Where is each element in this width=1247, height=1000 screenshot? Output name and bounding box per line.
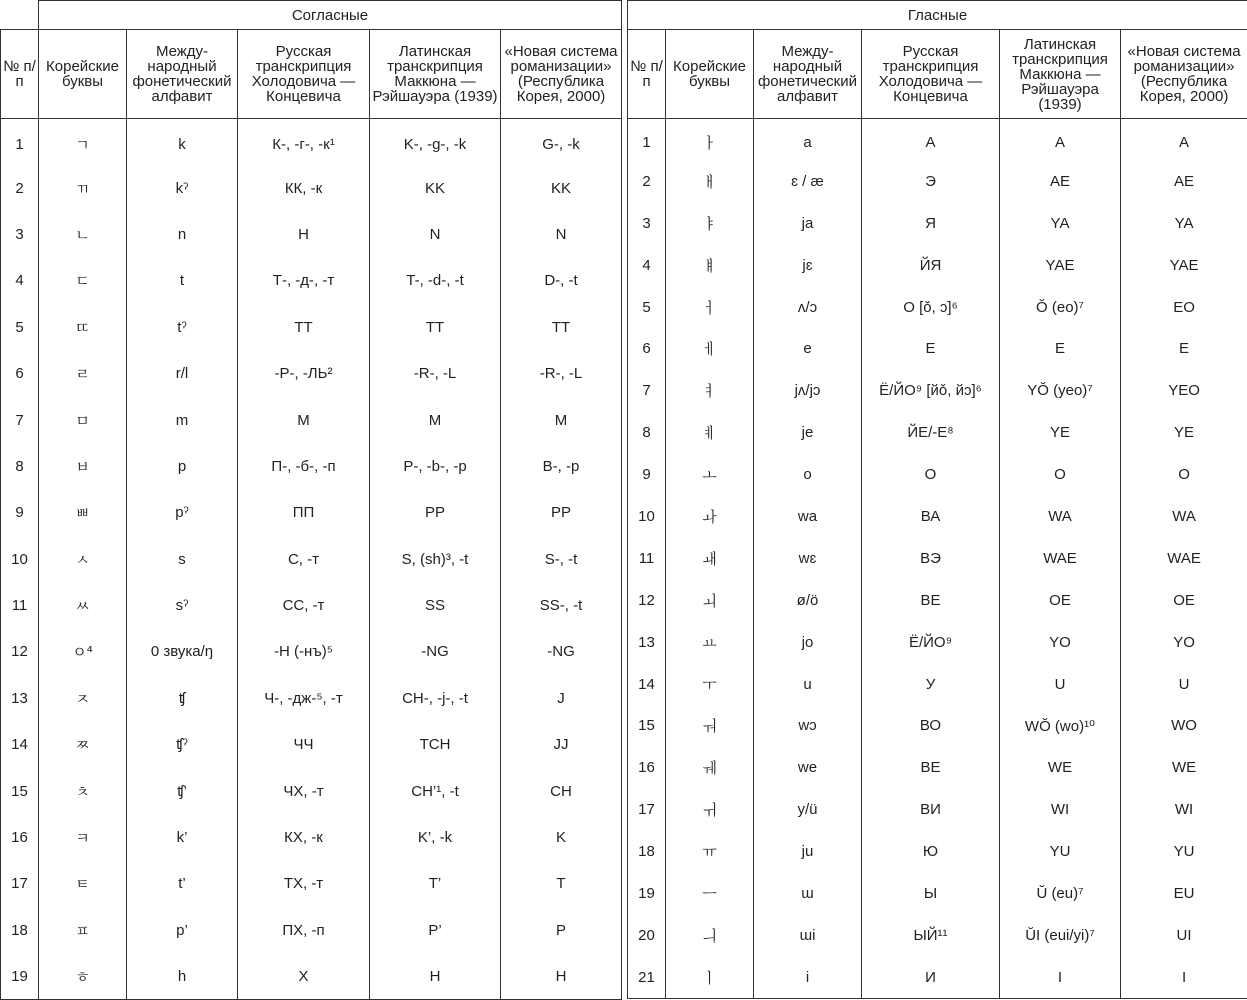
- russian-transcription: А: [862, 119, 1000, 161]
- korean-letter: ㅁ: [39, 397, 127, 443]
- row-number: 19: [1, 954, 39, 1000]
- korean-letter: ㅢ: [666, 914, 754, 956]
- revised-romanization-value: J: [501, 675, 622, 721]
- ipa-value: k’: [127, 814, 238, 860]
- row-number: 15: [628, 705, 666, 747]
- mccune-reischauer-value: YAE: [1000, 244, 1121, 286]
- mccune-reischauer-value: CH’¹, -t: [370, 768, 501, 814]
- korean-letter: ㄹ: [39, 350, 127, 396]
- korean-letter: ㄷ: [39, 258, 127, 304]
- table-row: [1, 258, 622, 304]
- revised-romanization-value: WI: [1121, 789, 1247, 831]
- mccune-reischauer-value: TT: [370, 304, 501, 350]
- revised-romanization-value: KK: [501, 165, 622, 211]
- ipa-value: je: [754, 412, 862, 454]
- table-row: [628, 202, 1247, 244]
- korean-letter: ㅗ: [666, 454, 754, 496]
- ipa-value: e: [754, 328, 862, 370]
- russian-transcription: ЙЯ: [862, 244, 1000, 286]
- russian-transcription: Н: [238, 211, 370, 257]
- table-row: [1, 768, 622, 814]
- korean-letter: ㅝ: [666, 705, 754, 747]
- russian-transcription: К-, -г-, -к¹: [238, 119, 370, 165]
- revised-romanization-value: O: [1121, 454, 1247, 496]
- russian-transcription: ВЕ: [862, 579, 1000, 621]
- row-number: 11: [628, 537, 666, 579]
- korean-letter: ㅜ: [666, 663, 754, 705]
- col-mccune-header: Латинская транскрипция Маккюна — Рэйшауэра (1939): [1000, 30, 1121, 119]
- row-number: 2: [628, 160, 666, 202]
- row-number: 14: [1, 722, 39, 768]
- russian-transcription: Я: [862, 202, 1000, 244]
- mccune-reischauer-value: CH-, -j-, -t: [370, 675, 501, 721]
- revised-romanization-value: YE: [1121, 412, 1247, 454]
- russian-transcription: М: [238, 397, 370, 443]
- table-row: [628, 286, 1247, 328]
- row-number: 13: [1, 675, 39, 721]
- col-new-romanization-header: «Новая система романизации» (Республика Корея, 2000): [1121, 30, 1247, 119]
- revised-romanization-value: OE: [1121, 579, 1247, 621]
- mccune-reischauer-value: WE: [1000, 747, 1121, 789]
- revised-romanization-value: JJ: [501, 722, 622, 768]
- korean-letter: ㅌ: [39, 861, 127, 907]
- table-row: [628, 956, 1247, 998]
- revised-romanization-value: YAE: [1121, 244, 1247, 286]
- row-number: 10: [1, 536, 39, 582]
- russian-transcription: ПП: [238, 490, 370, 536]
- korean-letter: ㅟ: [666, 789, 754, 831]
- ipa-value: i: [754, 956, 862, 998]
- row-number: 21: [628, 956, 666, 998]
- mccune-reischauer-value: U: [1000, 663, 1121, 705]
- row-number: 12: [1, 629, 39, 675]
- table-row: [628, 914, 1247, 956]
- ipa-value: ʌ/ɔ: [754, 286, 862, 328]
- korean-letter: ㅃ: [39, 490, 127, 536]
- russian-transcription: ТХ, -т: [238, 861, 370, 907]
- mccune-reischauer-value: K-, -g-, -k: [370, 119, 501, 165]
- mccune-reischauer-value: N: [370, 211, 501, 257]
- revised-romanization-value: YA: [1121, 202, 1247, 244]
- mccune-reischauer-value: WI: [1000, 789, 1121, 831]
- russian-transcription: Ё/ЙО⁹ [йǒ, йɔ]⁶: [862, 370, 1000, 412]
- korean-letter: ㄸ: [39, 304, 127, 350]
- table-row: [1, 954, 622, 1000]
- russian-transcription: ЧХ, -т: [238, 768, 370, 814]
- ipa-value: m: [127, 397, 238, 443]
- revised-romanization-value: S-, -t: [501, 536, 622, 582]
- ipa-value: ɛ / æ: [754, 160, 862, 202]
- revised-romanization-value: AE: [1121, 160, 1247, 202]
- ipa-value: o: [754, 454, 862, 496]
- row-number: 8: [1, 443, 39, 489]
- russian-transcription: ЙЕ/-Е⁸: [862, 412, 1000, 454]
- row-number: 13: [628, 621, 666, 663]
- row-number: 4: [1, 258, 39, 304]
- revised-romanization-value: UI: [1121, 914, 1247, 956]
- row-number: 3: [628, 202, 666, 244]
- revised-romanization-value: WE: [1121, 747, 1247, 789]
- korean-letter: ㅠ: [666, 831, 754, 873]
- table-row: [628, 831, 1247, 873]
- revised-romanization-value: K: [501, 814, 622, 860]
- revised-romanization-value: YEO: [1121, 370, 1247, 412]
- russian-transcription: ПХ, -п: [238, 907, 370, 953]
- col-ipa-header: Между-народный фонетический алфавит: [127, 30, 238, 119]
- mccune-reischauer-value: S, (sh)³, -t: [370, 536, 501, 582]
- col-number-header: № п/п: [1, 30, 39, 119]
- table-row: [1, 629, 622, 675]
- korean-letter: ㅛ: [666, 621, 754, 663]
- revised-romanization-value: P: [501, 907, 622, 953]
- revised-romanization-value: WAE: [1121, 537, 1247, 579]
- row-number: 3: [1, 211, 39, 257]
- ipa-value: t’: [127, 861, 238, 907]
- col-new-romanization-header: «Новая система романизации» (Республика Корея, 2000): [501, 30, 622, 119]
- table-row: [1, 490, 622, 536]
- ipa-value: ɯi: [754, 914, 862, 956]
- col-number-header: № п/п: [628, 30, 666, 119]
- korean-letter: ㅅ: [39, 536, 127, 582]
- russian-transcription: П-, -б-, -п: [238, 443, 370, 489]
- row-number: 10: [628, 496, 666, 538]
- row-number: 9: [1, 490, 39, 536]
- revised-romanization-value: PP: [501, 490, 622, 536]
- ipa-value: ju: [754, 831, 862, 873]
- russian-transcription: Х: [238, 954, 370, 1000]
- korean-letter: ㅈ: [39, 675, 127, 721]
- mccune-reischauer-value: Ŭ (eu)⁷: [1000, 873, 1121, 915]
- mccune-reischauer-value: -R-, -L: [370, 350, 501, 396]
- mccune-reischauer-value: WA: [1000, 496, 1121, 538]
- korean-letter: ㅒ: [666, 244, 754, 286]
- revised-romanization-value: TT: [501, 304, 622, 350]
- korean-letter: ㅞ: [666, 747, 754, 789]
- table-row: [628, 160, 1247, 202]
- russian-transcription: Ё/ЙО⁹: [862, 621, 1000, 663]
- korean-letter: ㅎ: [39, 954, 127, 1000]
- mccune-reischauer-value: P-, -b-, -p: [370, 443, 501, 489]
- korean-letter: ㅆ: [39, 582, 127, 628]
- russian-transcription: ВА: [862, 496, 1000, 538]
- ipa-value: a: [754, 119, 862, 161]
- revised-romanization-value: I: [1121, 956, 1247, 998]
- mccune-reischauer-value: OE: [1000, 579, 1121, 621]
- russian-transcription: ЧЧ: [238, 722, 370, 768]
- revised-romanization-value: T: [501, 861, 622, 907]
- mccune-reischauer-value: YO: [1000, 621, 1121, 663]
- russian-transcription: ВЭ: [862, 537, 1000, 579]
- table-row: [1, 907, 622, 953]
- russian-transcription: -Н (-нъ)⁵: [238, 629, 370, 675]
- table-row: [628, 705, 1247, 747]
- revised-romanization-value: D-, -t: [501, 258, 622, 304]
- mccune-reischauer-value: I: [1000, 956, 1121, 998]
- ipa-value: ʧ’: [127, 768, 238, 814]
- korean-letter: ㄱ: [39, 119, 127, 165]
- table-row: [628, 747, 1247, 789]
- ipa-value: jʌ/jɔ: [754, 370, 862, 412]
- mccune-reischauer-value: TCH: [370, 722, 501, 768]
- ipa-value: ja: [754, 202, 862, 244]
- mccune-reischauer-value: P’: [370, 907, 501, 953]
- revised-romanization-value: E: [1121, 328, 1247, 370]
- mccune-reischauer-value: K’, -k: [370, 814, 501, 860]
- row-number: 9: [628, 454, 666, 496]
- revised-romanization-value: -NG: [501, 629, 622, 675]
- mccune-reischauer-value: YA: [1000, 202, 1121, 244]
- row-number: 5: [1, 304, 39, 350]
- table-row: [1, 397, 622, 443]
- row-number: 7: [1, 397, 39, 443]
- korean-letter: ㅖ: [666, 412, 754, 454]
- revised-romanization-value: G-, -k: [501, 119, 622, 165]
- korean-letter: ㅂ: [39, 443, 127, 489]
- russian-transcription: СС, -т: [238, 582, 370, 628]
- russian-transcription: О: [862, 454, 1000, 496]
- russian-transcription: -Р-, -ЛЬ²: [238, 350, 370, 396]
- revised-romanization-value: CH: [501, 768, 622, 814]
- ipa-value: y/ü: [754, 789, 862, 831]
- russian-transcription: ВО: [862, 705, 1000, 747]
- row-number: 7: [628, 370, 666, 412]
- table-row: [628, 370, 1247, 412]
- revised-romanization-value: WO: [1121, 705, 1247, 747]
- table-row: [628, 496, 1247, 538]
- revised-romanization-value: H: [501, 954, 622, 1000]
- col-korean-letters-header: Корейские буквы: [666, 30, 754, 119]
- table-row: [628, 328, 1247, 370]
- row-number: 1: [628, 119, 666, 161]
- mccune-reischauer-value: PP: [370, 490, 501, 536]
- korean-letter: ㅕ: [666, 370, 754, 412]
- korean-letter: ㄲ: [39, 165, 127, 211]
- mccune-reischauer-value: T-, -d-, -t: [370, 258, 501, 304]
- russian-transcription: Ы: [862, 873, 1000, 915]
- korean-letter: ㅔ: [666, 328, 754, 370]
- table-row: [1, 304, 622, 350]
- ipa-value: we: [754, 747, 862, 789]
- korean-letter: ㅑ: [666, 202, 754, 244]
- mccune-reischauer-value: ŬI (eui/yi)⁷: [1000, 914, 1121, 956]
- row-number: 17: [1, 861, 39, 907]
- korean-letter: ㅏ: [666, 119, 754, 161]
- row-number: 19: [628, 873, 666, 915]
- consonants-body: [1, 119, 622, 1000]
- russian-transcription: И: [862, 956, 1000, 998]
- row-number: 4: [628, 244, 666, 286]
- korean-letter: ㅐ: [666, 160, 754, 202]
- russian-transcription: О [ǒ, ɔ]⁶: [862, 286, 1000, 328]
- row-number: 1: [1, 119, 39, 165]
- ipa-value: jɛ: [754, 244, 862, 286]
- russian-transcription: Ч-, -дж-⁵, -т: [238, 675, 370, 721]
- ipa-value: kˀ: [127, 165, 238, 211]
- table-row: [628, 663, 1247, 705]
- col-mccune-header: Латинская транскрипция Маккюна — Рэйшауэра (1939): [370, 30, 501, 119]
- row-number: 15: [1, 768, 39, 814]
- russian-transcription: Ю: [862, 831, 1000, 873]
- ipa-value: n: [127, 211, 238, 257]
- russian-transcription: Е: [862, 328, 1000, 370]
- ipa-value: p: [127, 443, 238, 489]
- row-number: 16: [628, 747, 666, 789]
- mccune-reischauer-value: A: [1000, 119, 1121, 161]
- russian-transcription: С, -т: [238, 536, 370, 582]
- mccune-reischauer-value: Ŏ (eo)⁷: [1000, 286, 1121, 328]
- mccune-reischauer-value: SS: [370, 582, 501, 628]
- korean-letter: ㅚ: [666, 579, 754, 621]
- korean-letter: ㅣ: [666, 956, 754, 998]
- revised-romanization-value: M: [501, 397, 622, 443]
- korean-letter: ㅘ: [666, 496, 754, 538]
- revised-romanization-value: WA: [1121, 496, 1247, 538]
- russian-transcription: Т-, -д-, -т: [238, 258, 370, 304]
- revised-romanization-value: YU: [1121, 831, 1247, 873]
- ipa-value: h: [127, 954, 238, 1000]
- ipa-value: wɔ: [754, 705, 862, 747]
- russian-transcription: У: [862, 663, 1000, 705]
- mccune-reischauer-value: KK: [370, 165, 501, 211]
- table-row: [628, 621, 1247, 663]
- table-row: [1, 350, 622, 396]
- row-number: 6: [1, 350, 39, 396]
- table-row: [628, 454, 1247, 496]
- table-row: [628, 244, 1247, 286]
- korean-letter: ㅡ: [666, 873, 754, 915]
- ipa-value: wɛ: [754, 537, 862, 579]
- vowels-title: Гласные: [628, 1, 1247, 30]
- russian-transcription: Э: [862, 160, 1000, 202]
- russian-transcription: ТТ: [238, 304, 370, 350]
- table-row: [1, 814, 622, 860]
- revised-romanization-value: EU: [1121, 873, 1247, 915]
- table-row: [628, 579, 1247, 621]
- ipa-value: s: [127, 536, 238, 582]
- row-number: 16: [1, 814, 39, 860]
- mccune-reischauer-value: E: [1000, 328, 1121, 370]
- mccune-reischauer-value: YU: [1000, 831, 1121, 873]
- mccune-reischauer-value: O: [1000, 454, 1121, 496]
- korean-letter: ㅓ: [666, 286, 754, 328]
- revised-romanization-value: U: [1121, 663, 1247, 705]
- korean-letter: ㅍ: [39, 907, 127, 953]
- ipa-value: tˀ: [127, 304, 238, 350]
- consonants-title: Согласные: [39, 1, 622, 30]
- table-row: [1, 582, 622, 628]
- ipa-value: u: [754, 663, 862, 705]
- table-row: [1, 165, 622, 211]
- consonants-table: [0, 0, 622, 1000]
- col-korean-letters-header: Корейские буквы: [39, 30, 127, 119]
- table-row: [1, 861, 622, 907]
- row-number: 8: [628, 412, 666, 454]
- korean-letter: ㄴ: [39, 211, 127, 257]
- revised-romanization-value: N: [501, 211, 622, 257]
- russian-transcription: ВИ: [862, 789, 1000, 831]
- table-row: [1, 675, 622, 721]
- ipa-value: pˀ: [127, 490, 238, 536]
- table-row: [628, 789, 1247, 831]
- revised-romanization-value: B-, -p: [501, 443, 622, 489]
- col-russian-header: Русская транскрипция Холодовича — Концевича: [238, 30, 370, 119]
- korean-letter: ㅇ⁴: [39, 629, 127, 675]
- col-russian-header: Русская транскрипция Холодовича — Концевича: [862, 30, 1000, 119]
- ipa-value: 0 звука/ŋ: [127, 629, 238, 675]
- vowels-body: [628, 119, 1247, 999]
- vowels-table: [627, 0, 1247, 999]
- revised-romanization-value: YO: [1121, 621, 1247, 663]
- table-row: [1, 443, 622, 489]
- row-number: 5: [628, 286, 666, 328]
- ipa-value: t: [127, 258, 238, 304]
- row-number: 6: [628, 328, 666, 370]
- ipa-value: jo: [754, 621, 862, 663]
- mccune-reischauer-value: -NG: [370, 629, 501, 675]
- row-number: 11: [1, 582, 39, 628]
- mccune-reischauer-value: YŎ (yeo)⁷: [1000, 370, 1121, 412]
- row-number: 12: [628, 579, 666, 621]
- russian-transcription: ВЕ: [862, 747, 1000, 789]
- korean-letter: ㅉ: [39, 722, 127, 768]
- row-number: 18: [628, 831, 666, 873]
- korean-letter: ㅙ: [666, 537, 754, 579]
- ipa-value: ɯ: [754, 873, 862, 915]
- table-row: [1, 536, 622, 582]
- ipa-value: r/l: [127, 350, 238, 396]
- row-number: 18: [1, 907, 39, 953]
- revised-romanization-value: SS-, -t: [501, 582, 622, 628]
- table-row: [628, 537, 1247, 579]
- russian-transcription: КК, -к: [238, 165, 370, 211]
- ipa-value: ʧ: [127, 675, 238, 721]
- russian-transcription: КХ, -к: [238, 814, 370, 860]
- korean-letter: ㅋ: [39, 814, 127, 860]
- revised-romanization-value: EO: [1121, 286, 1247, 328]
- table-row: [628, 873, 1247, 915]
- mccune-reischauer-value: AE: [1000, 160, 1121, 202]
- table-row: [628, 119, 1247, 161]
- mccune-reischauer-value: WŎ (wo)¹⁰: [1000, 705, 1121, 747]
- mccune-reischauer-value: T’: [370, 861, 501, 907]
- ipa-value: sˀ: [127, 582, 238, 628]
- revised-romanization-value: -R-, -L: [501, 350, 622, 396]
- korean-letter: ㅊ: [39, 768, 127, 814]
- row-number: 14: [628, 663, 666, 705]
- table-row: [628, 412, 1247, 454]
- mccune-reischauer-value: H: [370, 954, 501, 1000]
- table-row: [1, 211, 622, 257]
- revised-romanization-value: A: [1121, 119, 1247, 161]
- row-number: 2: [1, 165, 39, 211]
- ipa-value: k: [127, 119, 238, 165]
- ipa-value: ʧˀ: [127, 722, 238, 768]
- table-row: [1, 722, 622, 768]
- mccune-reischauer-value: M: [370, 397, 501, 443]
- ipa-value: p’: [127, 907, 238, 953]
- ipa-value: ø/ö: [754, 579, 862, 621]
- col-ipa-header: Между-народный фонетический алфавит: [754, 30, 862, 119]
- ipa-value: wa: [754, 496, 862, 538]
- mccune-reischauer-value: WAE: [1000, 537, 1121, 579]
- row-number: 20: [628, 914, 666, 956]
- row-number: 17: [628, 789, 666, 831]
- mccune-reischauer-value: YE: [1000, 412, 1121, 454]
- table-row: [1, 119, 622, 165]
- russian-transcription: ЫЙ¹¹: [862, 914, 1000, 956]
